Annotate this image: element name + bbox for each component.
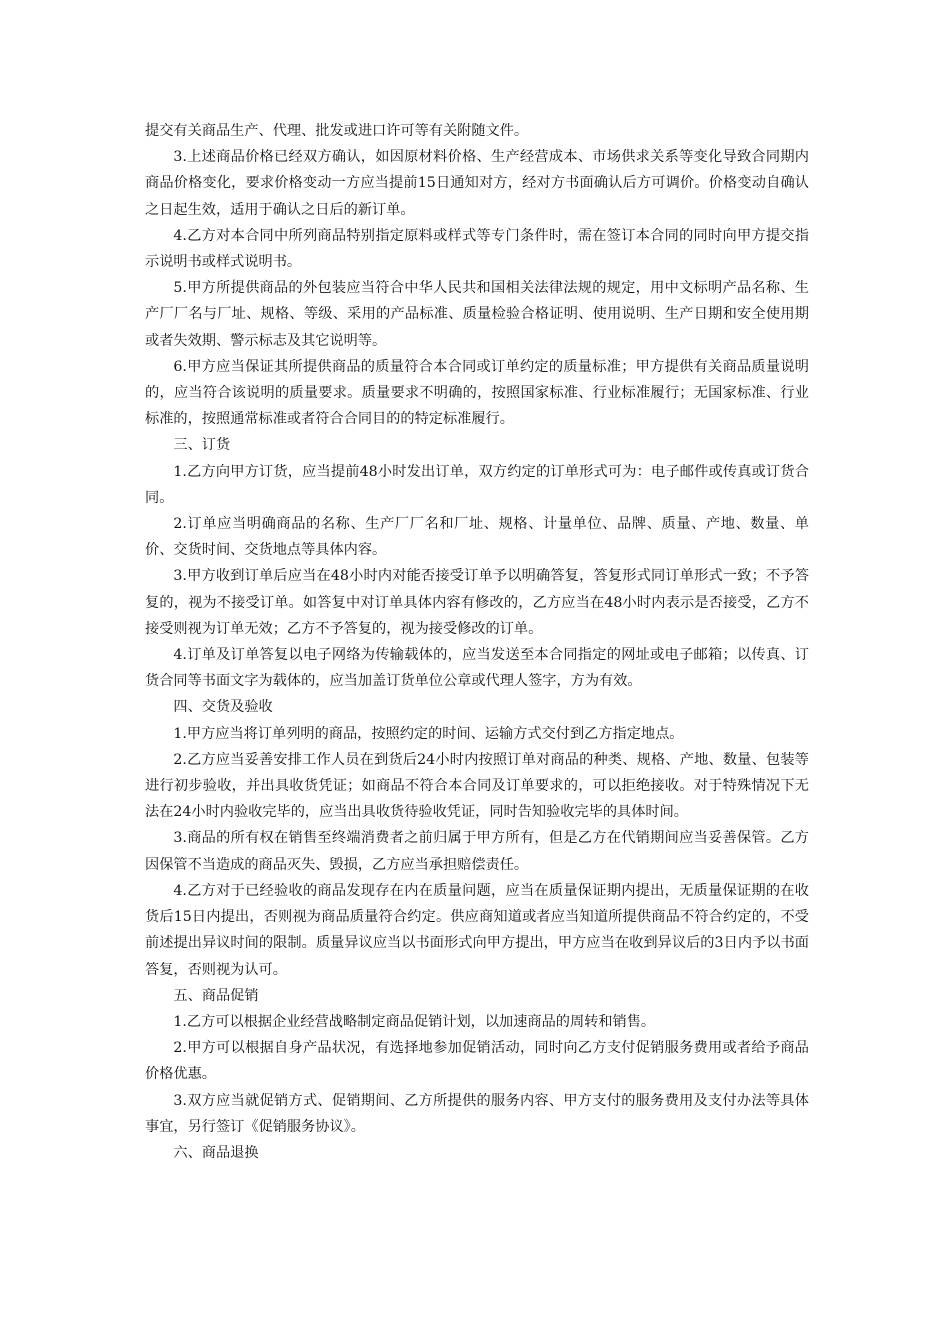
document-body (145, 118, 809, 1166)
paragraph-promotion-2: 2.甲方可以根据自身产品状况，有选择地参加促销活动，同时向乙方支付促销服务费用或者给予商品价格优惠。 (145, 1040, 809, 1083)
paragraph-price-adjustment: 3.上述商品价格已经双方确认，如因原材料价格、生产经营成本、市场供求关系等变化导致合同期内商品价格变化，要求价格变动一方应当提前15日通知对方，经对方书面确认后方可调价。价格变动自确认之日起生效，适用于确认之日后的新订单。 (145, 149, 809, 218)
section-heading-ordering: 三、订货 (173, 437, 231, 454)
section-heading-promotion: 五、商品促销 (173, 987, 259, 1004)
paragraph-delivery-1: 1.甲方应当将订单列明的商品，按照约定的时间、运输方式交付到乙方指定地点。 (173, 725, 684, 742)
paragraph-order-2: 2.订单应当明确商品的名称、生产厂厂名和厂址、规格、计量单位、品牌、质量、产地、数量、单价、交货时间、交货地点等具体内容。 (145, 516, 809, 559)
paragraph-delivery-4: 4.乙方对于已经验收的商品发现存在内在质量问题，应当在质量保证期内提出，无质量保证期的在收货后15日内提出，否则视为商品质量符合约定。供应商知道或者应当知道所提供商品不符合约定的，不受前述提出异议时间的限制。质量异议应当以书面形式向甲方提出，甲方应当在收到异议后的3日内予以书面答复，否则视为认可。 (145, 882, 809, 978)
paragraph-continuation: 提交有关商品生产、代理、批发或进口许可等有关附随文件。 (145, 123, 529, 139)
paragraph-order-3: 3.甲方收到订单后应当在48小时内对能否接受订单予以明确答复，答复形式同订单形式一致；不予答复的，视为不接受订单。如答复中对订单具体内容有修改的，乙方应当在48小时内表示是否接受，乙方不接受则视为订单无效；乙方不予答复的，视为接受修改的订单。 (145, 568, 809, 637)
section-heading-delivery: 四、交货及验收 (173, 699, 273, 716)
paragraph-order-4: 4.订单及订单答复以电子网络为传输载体的，应当发送至本合同指定的网址或电子邮箱；以传真、订货合同等书面文字为载体的，应当加盖订货单位公章或代理人签字，方为有效。 (145, 647, 809, 690)
paragraph-promotion-3: 3.双方应当就促销方式、促销期间、乙方所提供的服务内容、甲方支付的服务费用及支付办法等具体事宜，另行签订《促销服务协议》。 (145, 1092, 809, 1135)
paragraph-delivery-3: 3.商品的所有权在销售至终端消费者之前归属于甲方所有，但是乙方在代销期间应当妥善保管。乙方因保管不当造成的商品灭失、毁损，乙方应当承担赔偿责任。 (145, 830, 809, 873)
paragraph-special-conditions: 4.乙方对本合同中所列商品特别指定原料或样式等专门条件时，需在签订本合同的同时向甲方提交指示说明书或样式说明书。 (145, 227, 809, 271)
paragraph-packaging: 5.甲方所提供商品的外包装应当符合中华人民共和国相关法律法规的规定，用中文标明产品名称、生产厂厂名与厂址、规格、等级、采用的产品标准、质量检验合格证明、使用说明、生产日期和安全使用期或者失效期、警示标志及其它说明等。 (145, 280, 809, 349)
paragraph-order-1: 1.乙方向甲方订货，应当提前48小时发出订单，双方约定的订单形式可为：电子邮件或传真或订货合同。 (145, 463, 809, 506)
paragraph-promotion-1: 1.乙方可以根据企业经营战略制定商品促销计划，以加速商品的周转和销售。 (173, 1013, 656, 1030)
paragraph-delivery-2: 2.乙方应当妥善安排工作人员在到货后24小时内按照订单对商品的种类、规格、产地、数量、包装等进行初步验收，并出具收货凭证；如商品不符合本合同及订单要求的，可以拒绝接收。对于特殊情况下无法在24小时内验收完毕的，应当出具收货待验收凭证，同时告知验收完毕的具体时间。 (145, 751, 809, 821)
paragraph-quality-standard: 6.甲方应当保证其所提供商品的质量符合本合同或订单约定的质量标准；甲方提供有关商品质量说明的，应当符合该说明的质量要求。质量要求不明确的，按照国家标准、行业标准履行；无国家标准、行业标准的，按照通常标准或者符合合同目的的特定标准履行。 (145, 358, 809, 428)
section-heading-returns: 六、商品退换 (173, 1144, 259, 1161)
